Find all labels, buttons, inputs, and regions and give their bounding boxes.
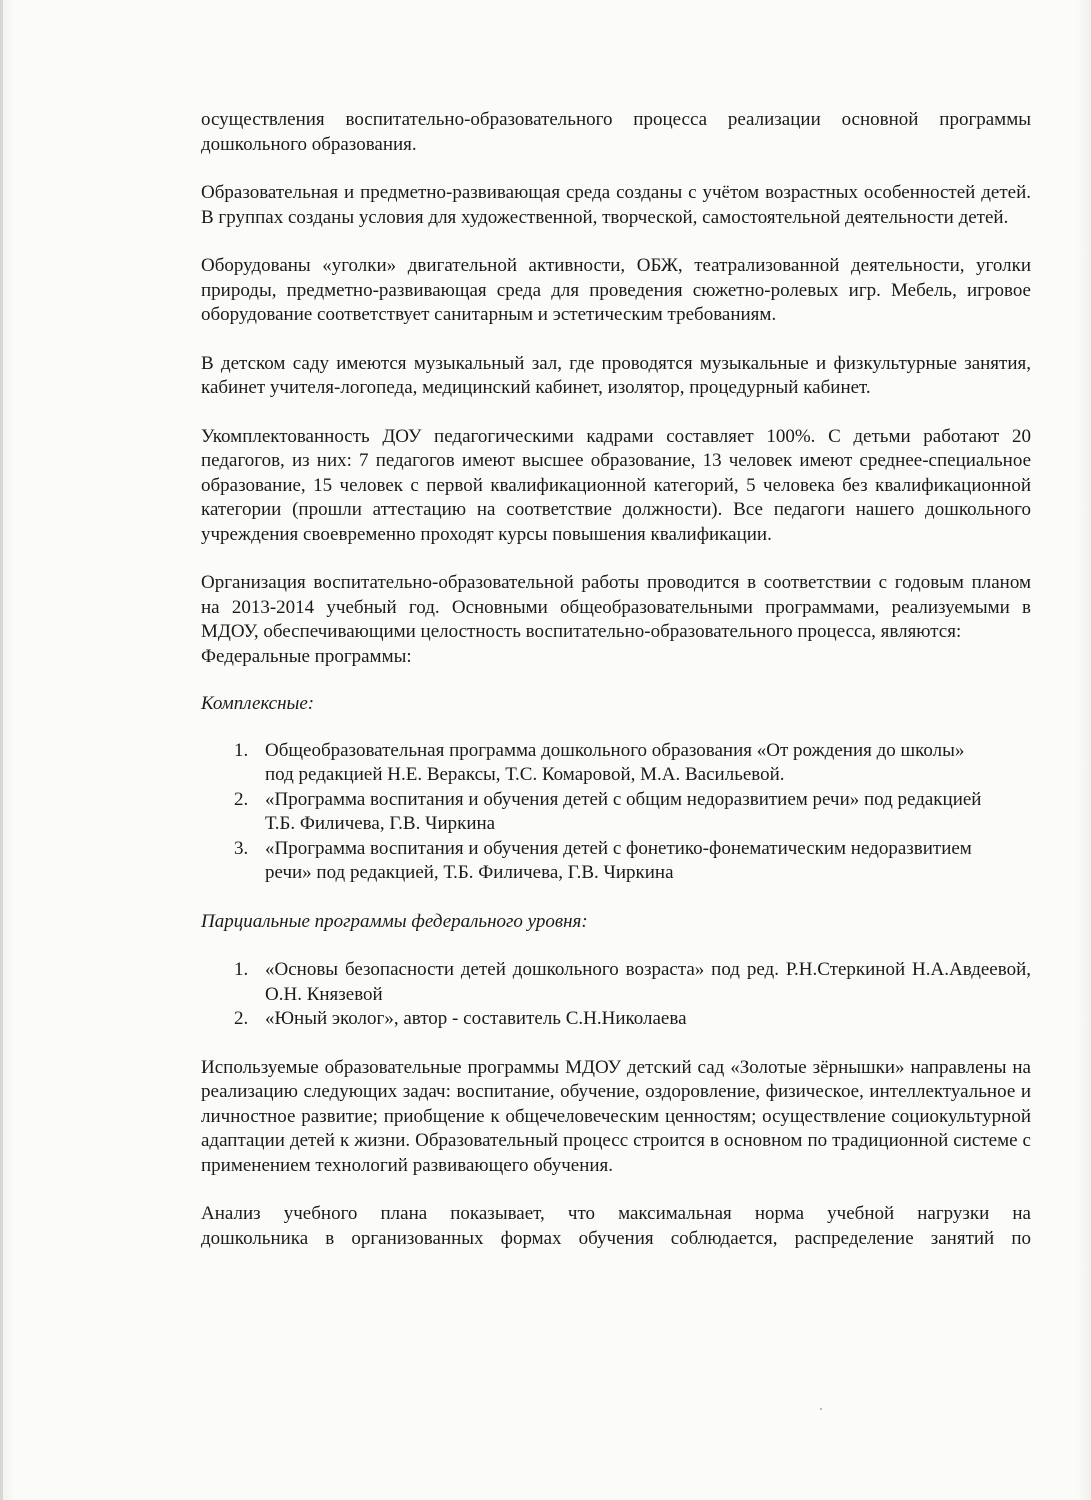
- scan-speck: [820, 1408, 822, 1410]
- complex-programs-list: [201, 739, 1031, 886]
- paragraph-tasks: Используемые образовательные программы МДОУ детский сад «Золотые зёрнышки» направлены на реализацию следующих задач: воспитание, обучение, оздоровление, физическое, интеллектуальное и личностное развитие; приобщение к общечеловеческим ценностям; осуществление социокультурной адаптации детей к жизни. Образовательный процесс строится в основном по традиционной системе с применением технологий развивающего обучения.: [201, 1056, 1031, 1176]
- list-item: 1. «Основы безопасности детей дошкольного возраста» под ред. Р.Н.Стеркиной Н.А.Авдеевой, О.Н. Князевой: [234, 959, 1031, 1005]
- paragraph-environment: Образовательная и предметно-развивающая среда созданы с учётом возрастных особенностей детей. В группах созданы условия для художественной, творческой, самостоятельной деятельности детей.: [201, 182, 1031, 228]
- page-edge: [0, 0, 3, 1500]
- list-item: 3. «Программа воспитания и обучения детей с фонетико-фонематическим недоразвитием речи» под редакцией, Т.Б. Филичева, Г.В. Чиркина: [234, 837, 972, 883]
- paragraph-analysis-line1: Анализ учебного плана показывает, что максимальная норма учебной нагрузки на: [201, 1203, 1031, 1224]
- paragraph-equipment: Оборудованы «уголки» двигательной активности, ОБЖ, театрализованной деятельности, уголки природы, предметно-развивающая среда для проведения сюжетно-ролевых игр. Мебель, игровое оборудование соответствует санитарным и эстетическим требованиям.: [201, 255, 1031, 325]
- partial-programs-heading: Парциальные программы федерального уровня:: [201, 910, 588, 932]
- federal-programs-label: Федеральные программы:: [201, 645, 412, 667]
- list-item: 2. «Программа воспитания и обучения детей с общим недоразвитием речи» под редакцией Т.Б. Филичева, Г.В. Чиркина: [234, 788, 982, 834]
- document-body: [201, 108, 1031, 1251]
- paragraph-rooms: В детском саду имеются музыкальный зал, где проводятся музыкальные и физкультурные занятия, кабинет учителя-логопеда, медицинский кабинет, изолятор, процедурный кабинет.: [201, 352, 1031, 398]
- partial-programs-list: [201, 958, 1031, 1032]
- paragraph-organization: Организация воспитательно-образовательной работы проводится в соответствии с годовым планом на 2013-2014 учебный год. Основными общеобразовательными программами, реализуемыми в МДОУ, обеспечивающими целостность воспитательно-образовательного процесса, являются:: [201, 572, 1031, 642]
- complex-programs-heading: Комплексные:: [201, 693, 315, 714]
- paragraph-staffing: Укомплектованность ДОУ педагогическими кадрами составляет 100%. С детьми работают 20 педагогов, из них: 7 педагогов имеют высшее образование, 13 человек имеют среднее-специальное образование, 15 человек с первой квалификационной категорий, 5 человека без квалификационной категории (прошли аттестацию на соответствие должности). Все педагоги нашего дошкольного учреждения своевременно проходят курсы повышения квалификации.: [201, 425, 1031, 545]
- paragraph-analysis-line2: дошкольника в организованных формах обучения соблюдается, распределение занятий по: [201, 1227, 1031, 1249]
- list-item: 1. Общеобразовательная программа дошкольного образования «От рождения до школы» под редакцией Н.Е. Вераксы, Т.С. Комаровой, М.А. Васильевой.: [234, 739, 965, 785]
- paragraph-program-continuation: осуществления воспитательно-образовательного процесса реализации основной программы дошкольного образования.: [201, 109, 1031, 155]
- list-item: 2. «Юный эколог», автор - составитель С.Н.Николаева: [234, 1008, 687, 1029]
